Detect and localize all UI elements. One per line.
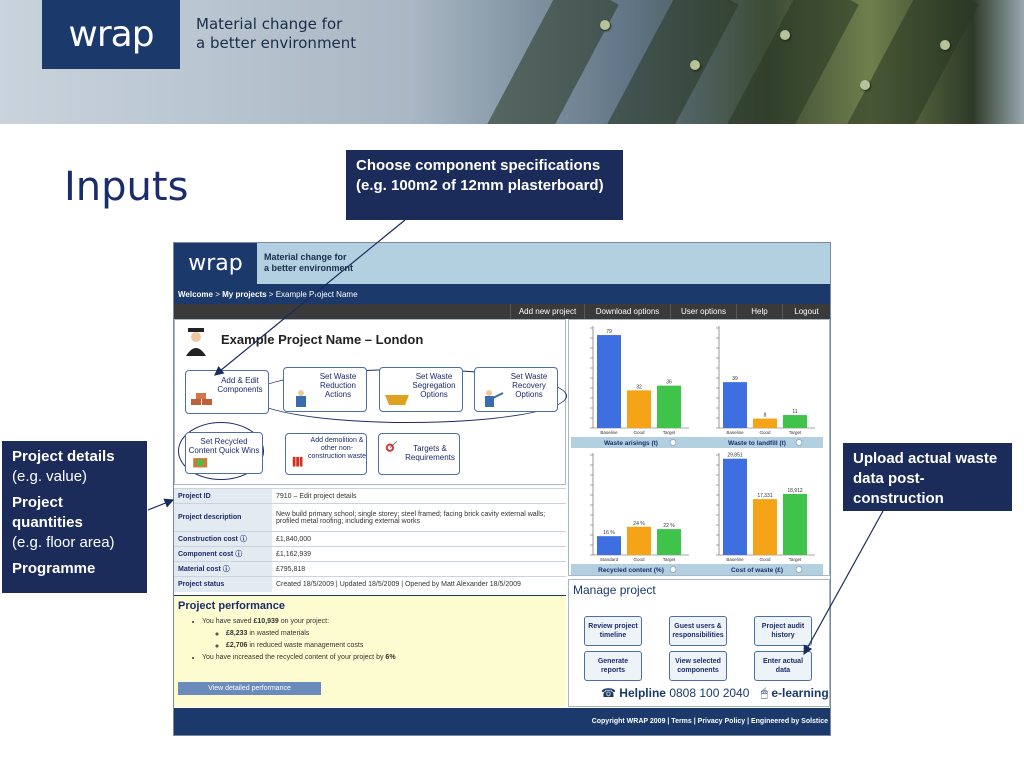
review-timeline-button[interactable]: Review project timeline [584, 616, 642, 646]
performance-list: • You have saved £10,939 on your project: ◦ £8,233 in wasted materials ◦ £2,706 in reduced waste management costs • You have increased the recycled content of your project by 6% [202, 616, 566, 664]
data-label: 39 [732, 376, 738, 383]
table-row: Project description New build primary school; single storey; steel framed; facing brick cavity external walls; profiled metal roofing; including external works [174, 504, 566, 532]
nav-help[interactable]: Help [736, 304, 782, 319]
breadcrumb-my-projects[interactable]: My projects [222, 290, 267, 299]
data-label: 24 % [633, 520, 645, 527]
data-label: 17,331 [757, 493, 773, 500]
wrap-logo: wrap [42, 0, 180, 69]
add-edit-components-button[interactable]: Add & Edit Components [185, 370, 269, 414]
category-label: Target [662, 430, 676, 435]
helpline: ☎ Helpline 0808 100 2040 🖱 e-learning [601, 686, 829, 700]
nav-logout[interactable]: Logout [782, 304, 830, 319]
guest-users-button[interactable]: Guest users & responsibilities [669, 616, 727, 646]
data-label: 16 % [603, 530, 615, 537]
table-row: Material cost ⓘ £795,818 [174, 562, 566, 577]
targets-requirements-button[interactable]: Targets & Requirements [378, 433, 460, 475]
app-footer: Copyright WRAP 2009 | Terms | Privacy Policy | Engineered by Solstice [174, 708, 830, 736]
breadcrumb: Welcome > My projects > Example Project Name [174, 284, 830, 304]
elearning-link[interactable]: e-learning [771, 686, 829, 700]
edit-project-link[interactable]: 7910 – Edit project details [272, 489, 566, 504]
waste-segregation-button[interactable]: Set Waste Segregation Options [379, 367, 463, 412]
breadcrumb-current: Example Project Name [275, 290, 358, 299]
category-label: Good [759, 557, 771, 562]
category-label: Target [788, 557, 802, 562]
arrow-upload [804, 511, 883, 654]
category-label: Target [788, 430, 802, 435]
info-icon[interactable]: ⓘ [222, 566, 230, 573]
arrow-components [215, 220, 405, 375]
data-label: 18,912 [787, 487, 803, 494]
table-row: Project ID 7910 – Edit project details [174, 489, 566, 504]
nav-download-options[interactable]: Download options [584, 304, 670, 319]
category-label: Baseline [726, 430, 744, 435]
table-row: Construction cost ⓘ £1,840,000 [174, 532, 566, 547]
phone-icon: ☎ [601, 686, 616, 700]
data-label: 11 [792, 409, 798, 416]
recycled-content-button[interactable]: Set Recycled Content Quick Wins [185, 432, 263, 474]
info-icon[interactable]: ⓘ [235, 551, 243, 558]
data-label: 79 [606, 329, 612, 336]
data-label: 22 % [663, 523, 675, 530]
info-icon[interactable]: ⓘ [239, 536, 247, 543]
slide-title: Inputs [64, 164, 189, 210]
enter-actual-data-button[interactable]: Enter actual data [754, 651, 812, 681]
data-label: 36 [666, 379, 672, 386]
callout-upload-data: Upload actual waste data post-construction [843, 443, 1012, 511]
category-label: Standard [599, 557, 619, 562]
category-label: Good [759, 430, 771, 435]
callout-component-specs: Choose component specifications (e.g. 100m2 of 12mm plasterboard) [346, 150, 623, 220]
chart-title: Recycled content (%) [598, 567, 664, 574]
chart-title: Waste to landfill (t) [728, 440, 786, 447]
mouse-icon: 🖱 [760, 686, 768, 700]
manage-title: Manage project [573, 583, 656, 597]
chart-title: Waste arisings (t) [604, 440, 658, 447]
table-row: Project status Created 18/5/2009 | Updated 18/5/2009 | Opened by Matt Alexander 18/5/2009 [174, 577, 566, 592]
breadcrumb-welcome[interactable]: Welcome [178, 290, 213, 299]
waste-reduction-button[interactable]: Set Waste Reduction Actions [283, 367, 367, 412]
project-title: Example Project Name – London [221, 332, 424, 347]
data-label: 32 [636, 384, 642, 391]
chart-title: Cost of waste (£) [730, 567, 784, 574]
slide-tagline: Material change for a better environment [196, 15, 357, 52]
waste-recovery-button[interactable]: Set Waste Recovery Options [474, 367, 558, 412]
nav-add-new-project[interactable]: Add new project [510, 304, 584, 319]
category-label: Baseline [726, 557, 744, 562]
category-label: Good [633, 430, 645, 435]
app-logo: wrap [174, 243, 257, 284]
category-label: Good [633, 557, 645, 562]
audit-history-button[interactable]: Project audit history [754, 616, 812, 646]
data-label: 29,851 [727, 452, 743, 459]
performance-title: Project performance [178, 600, 285, 612]
demolition-waste-button[interactable]: Add demolition & other non-construction waste [285, 433, 367, 475]
data-label: 8 [763, 412, 767, 419]
generate-reports-button[interactable]: Generate reports [584, 651, 642, 681]
app-tagline: Material change for a better environment [264, 252, 354, 273]
category-label: Target [662, 557, 676, 562]
view-detailed-performance-button[interactable]: View detailed performance [178, 682, 321, 695]
category-label: Baseline [600, 430, 618, 435]
arrow-details [148, 500, 173, 510]
table-row: Component cost ⓘ £1,162,939 [174, 547, 566, 562]
nav-user-options[interactable]: User options [670, 304, 736, 319]
view-components-button[interactable]: View selected components [669, 651, 727, 681]
callout-project-details: Project details (e.g. value) Project quantities (e.g. floor area) Programme [2, 441, 147, 593]
